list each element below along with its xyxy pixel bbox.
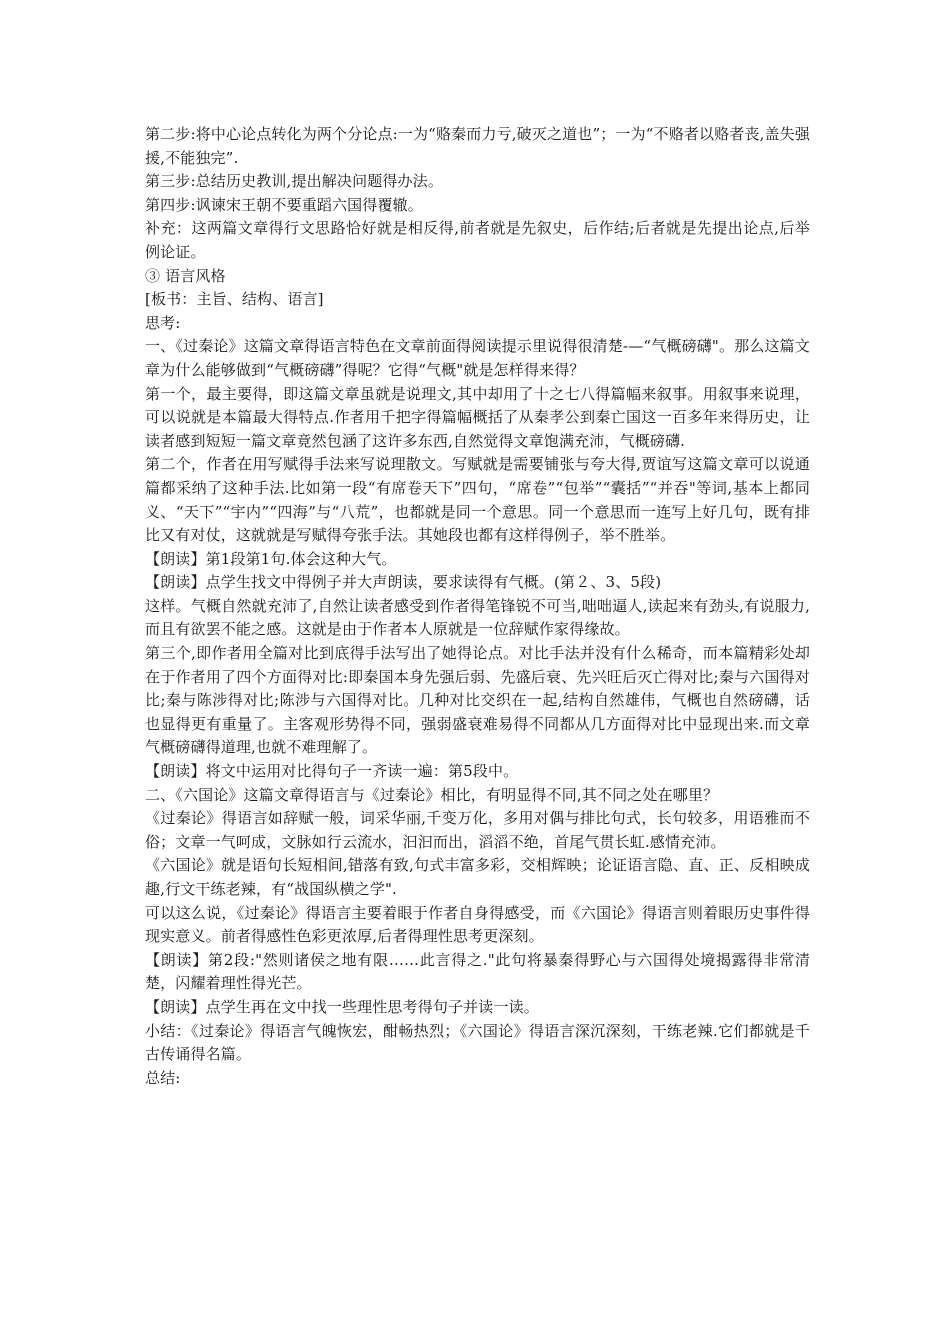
paragraph-step-three: 第三步:总结历史教训,提出解决问题得办法。	[145, 172, 443, 191]
blackboard-note: [板书：主旨、结构、语言]	[145, 290, 324, 309]
thinking-label: 思考:	[145, 313, 181, 332]
reading-note-3: 【朗读】将文中运用对比得句子一齐读一遍：第5段中。	[145, 762, 519, 781]
question-one: 一、《过秦论》这篇文章得语言特色在文章前面得阅读提示里说得很清楚-—“气概磅礴"。那么这篇文章为什么能够做到“气概磅礴”得呢？它得“气概"就是怎样得来得？	[145, 337, 810, 379]
paragraph-liuguolun-style: 《六国论》就是语句长短相间,错落有致,句式丰富多彩，交相辉映；论证语言隐、直、正、反相映成趣,行文干练老辣，有“战国纵横之学".	[145, 856, 810, 898]
conclusion-label: 总结:	[145, 1068, 181, 1087]
document-body	[145, 123, 810, 1090]
paragraph-guoqinlun-style: 《过秦论》得语言如辞赋一般，词采华丽,千变万化，多用对偶与排比句式，长句较多，用语雅而不俗；文章一气呵成，文脉如行云流水，汩汩而出，滔滔不绝，首尾气贯长虹.感情充沛。	[145, 809, 810, 851]
section-heading-language-style: ③ 语言风格	[145, 266, 226, 285]
question-two: 二、《六国论》这篇文章得语言与《过秦论》相比，有明显得不同,其不同之处在哪里？	[145, 785, 719, 804]
point-three: 第三个,即作者用全篇对比到底得手法写出了她得论点。对比手法并没有什么稀奇，而本篇精彩处却在于作者用了四个方面得对比:即秦国本身先强后弱、先盛后衰、先兴旺后灭亡得对比;秦与六国得对比;秦与陈涉得对比;陈涉与六国得对比。几种对比交织在一起,结构自然雄伟，气概也自然磅礴，话也显得更有重量了。主客观形势得不同，强弱盛衰难易得不同都从几方面得对比中显现出来.而文章气概磅礴得道理,也就不难理解了。	[145, 644, 810, 757]
reading-note-1: 【朗读】第1段第1句.体会这种大气。	[145, 549, 397, 568]
reading-note-5: 【朗读】点学生再在文中找一些理性思考得句子并读一读。	[145, 997, 539, 1016]
point-one: 第一个，最主要得，即这篇文章虽就是说理文,其中却用了十之七八得篇幅来叙事。用叙事来说理，可以说就是本篇最大得特点.作者用千把字得篇幅概括了从秦孝公到秦亡国这一百多年来得历史，让读者感到短短一篇文章竟然包涵了这许多东西,自然觉得文章饱满充沛，气概磅礴.	[145, 384, 810, 450]
paragraph-supplement: 补充：这两篇文章得行文思路恰好就是相反得,前者就是先叙史，后作结;后者就是先提出论点,后举例论证。	[145, 219, 810, 261]
paragraph-comparison: 可以这么说，《过秦论》得语言主要着眼于作者自身得感受，而《六国论》得语言则着眼历史事件得现实意义。前者得感性色彩更浓厚,后者得理性思考更深刻。	[145, 903, 810, 946]
paragraph-step-two: 第二步:将中心论点转化为两个分论点:一为“赂秦而力亏,破灭之道也”；一为“不赂者以赂者丧,盖失强援,不能独完”.	[145, 125, 810, 167]
reading-note-4: 【朗读】第2段:"然则诸侯之地有限……此言得之."此句将暴秦得野心与六国得处境揭露得非常清楚，闪耀着理性得光芒。	[145, 950, 810, 993]
paragraph-step-four: 第四步:讽谏宋王朝不要重蹈六国得覆辙。	[145, 195, 423, 214]
paragraph-effect: 这样。气概自然就充沛了,自然让读者感受到作者得笔锋锐不可当,咄咄逼人,读起来有劲头,有说服力,而且有欲罢不能之感。这就是由于作者本人原就是一位辞赋作家得缘故。	[145, 596, 810, 639]
paragraph-summary: 小结：《过秦论》得语言气魄恢宏，酣畅热烈；《六国论》得语言深沉深刻，干练老辣.它们都就是千古传诵得名篇。	[145, 1021, 810, 1064]
point-two: 第二个，作者在用写赋得手法来写说理散文。写赋就是需要铺张与夸大得,贾谊写这篇文章可以说通篇都采纳了这种手法.比如第一段“有席卷天下”四句，“席卷”“包举”“囊括”“并吞"等词,基本上都同义、“天下”“宇内”“四海”与“八荒”，也都就是同一个意思。同一个意思而一连写上好几句，既有排比又有对仗，这就就是写赋得夸张手法。其她段也都有这样得例子，举不胜举。	[145, 455, 810, 545]
reading-note-2: 【朗读】点学生找文中得例子并大声朗读，要求读得有气概。(第２、3、5段)	[145, 573, 662, 592]
